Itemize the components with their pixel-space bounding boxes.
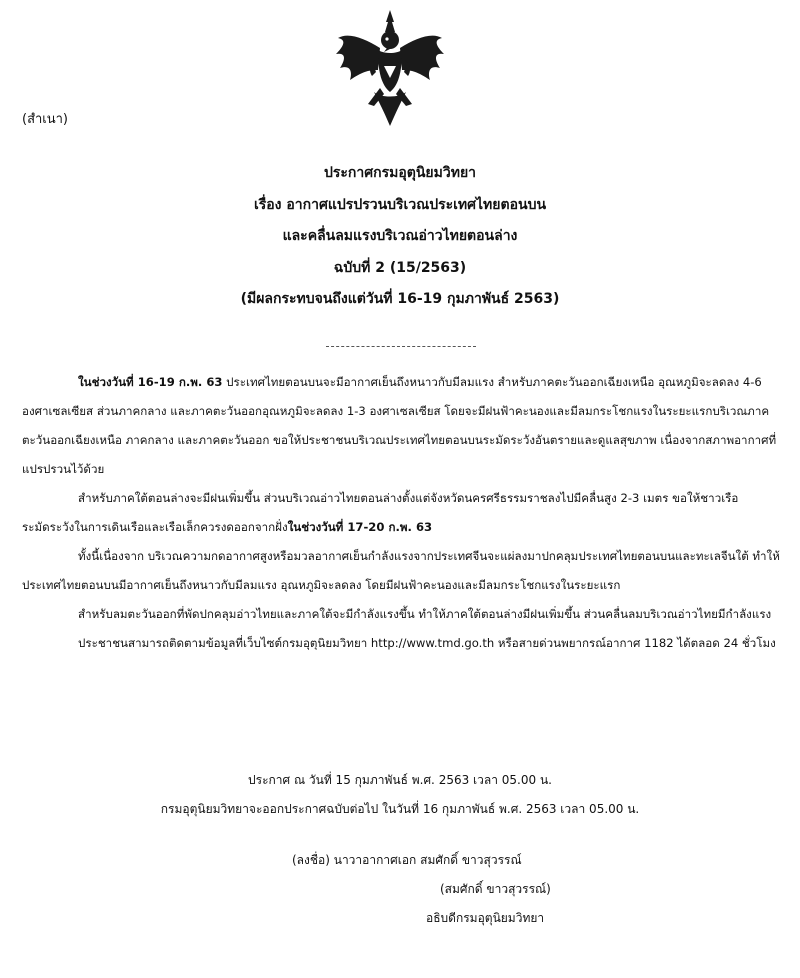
paragraph-5-text: ประชาชนสามารถติดตามข้อมูลที่เว็บไซต์กรมอุตุนิยมวิทยา http://www.tmd.go.th หรือสายด่วนพยากรณ์อากาศ 1182 ได้ตลอด 24 ชั่วโมง (78, 636, 776, 650)
garuda-emblem-icon (334, 8, 446, 128)
document-body (22, 368, 780, 658)
subject-heading: เรื่อง อากาศแปรปรวนบริเวณประเทศไทยตอนบน (253, 196, 547, 213)
issuer-heading: ประกาศกรมอุตุนิยมวิทยา (323, 165, 477, 181)
subject-heading-cont: และคลื่นลมแรงบริเวณอ่าวไทยตอนล่าง (282, 228, 518, 244)
announcement-block (0, 766, 800, 824)
paragraph-3 (22, 542, 780, 600)
copy-mark: (สำเนา) (22, 112, 69, 127)
signature-block (292, 846, 712, 933)
paragraph-2-text: สำหรับภาคใต้ตอนล่างจะมีฝนเพิ่มขึ้น ส่วนบริเวณอ่าวไทยตอนล่างตั้งแต่จังหวัดนครศรีธรรมราชลงไปมีคลื่นสูง 2-3 เมตร ขอให้ชาวเรือระมัดระวังในการเดินเรือและเรือเล็กควรงดออกจากฝั่ง (22, 491, 739, 534)
divider (326, 346, 476, 347)
issue-number: ฉบับที่ 2 (15/2563) (333, 259, 467, 276)
paragraph-1-text: ประเทศไทยตอนบนจะมีอากาศเย็นถึงหนาวกับมีลมแรง สำหรับภาคตะวันออกเฉียงเหนือ อุณหภูมิจะลดลง 4-6 องศาเซลเซียส ส่วนภาคกลาง และภาคตะวันออกอุณหภูมิจะลดลง 1-3 องศาเซลเซียส โดยจะมีฝนฟ้าคะนองและมีลมกระโชกแรงในระยะแรกบริเวณภาคตะวันออกเฉียงเหนือ ภาคกลาง และภาคตะวันออก ขอให้ประชาชนบริเวณประเทศไทยตอนบนระมัดระวังอันตรายและดูแลสุขภาพ เนื่องจากสภาพอากาศที่แปรปรวนไว้ด้วย (22, 375, 777, 476)
announce-date: ประกาศ ณ วันที่ 15 กุมภาพันธ์ พ.ศ. 2563 เวลา 05.00 น. (248, 773, 552, 787)
paragraph-1-lead: ในช่วงวันที่ 16-19 ก.พ. 63 (78, 375, 223, 389)
paragraph-4-text: สำหรับลมตะวันออกที่พัดปกคลุมอ่าวไทยและภาคใต้จะมีกำลังแรงขึ้น ทำให้ภาคใต้ตอนล่างมีฝนเพิ่มขึ้น ส่วนคลื่นลมบริเวณอ่าวไทยมีกำลังแรง (78, 607, 772, 621)
signer-title: อธิบดีกรมอุตุนิยมวิทยา (426, 911, 545, 925)
next-issue-note: กรมอุตุนิยมวิทยาจะออกประกาศฉบับต่อไป ในวันที่ 16 กุมภาพันธ์ พ.ศ. 2563 เวลา 05.00 น. (160, 802, 640, 816)
paragraph-4 (22, 600, 780, 629)
paragraph-3-text: ทั้งนี้เนื่องจาก บริเวณความกดอากาศสูงหรือมวลอากาศเย็นกำลังแรงจากประเทศจีนจะแผ่ลงมาปกคลุมประเทศไทยตอนบนและทะเลจีนใต้ ทำให้ประเทศไทยตอนบนมีอากาศเย็นถึงหนาวกับมีลมแรง อุณหภูมิจะลดลง โดยมีฝนฟ้าคะนองและมีลมกระโชกแรงในระยะแรก (22, 549, 780, 592)
paragraph-2-tail: ในช่วงวันที่ 17-20 ก.พ. 63 (287, 520, 433, 534)
paragraph-2 (22, 484, 780, 542)
paragraph-5 (22, 629, 780, 658)
paragraph-1 (22, 368, 780, 484)
signer-name: (สมศักดิ์ ขาวสุวรรณ์) (440, 882, 551, 896)
signed-by: (ลงชื่อ) นาวาอากาศเอก สมศักดิ์ ขาวสุวรรณ์ (292, 853, 522, 867)
effective-dates: (มีผลกระทบจนถึงแต่วันที่ 16-19 กุมภาพันธ์ 2563) (240, 291, 560, 307)
document-headings (0, 158, 800, 316)
